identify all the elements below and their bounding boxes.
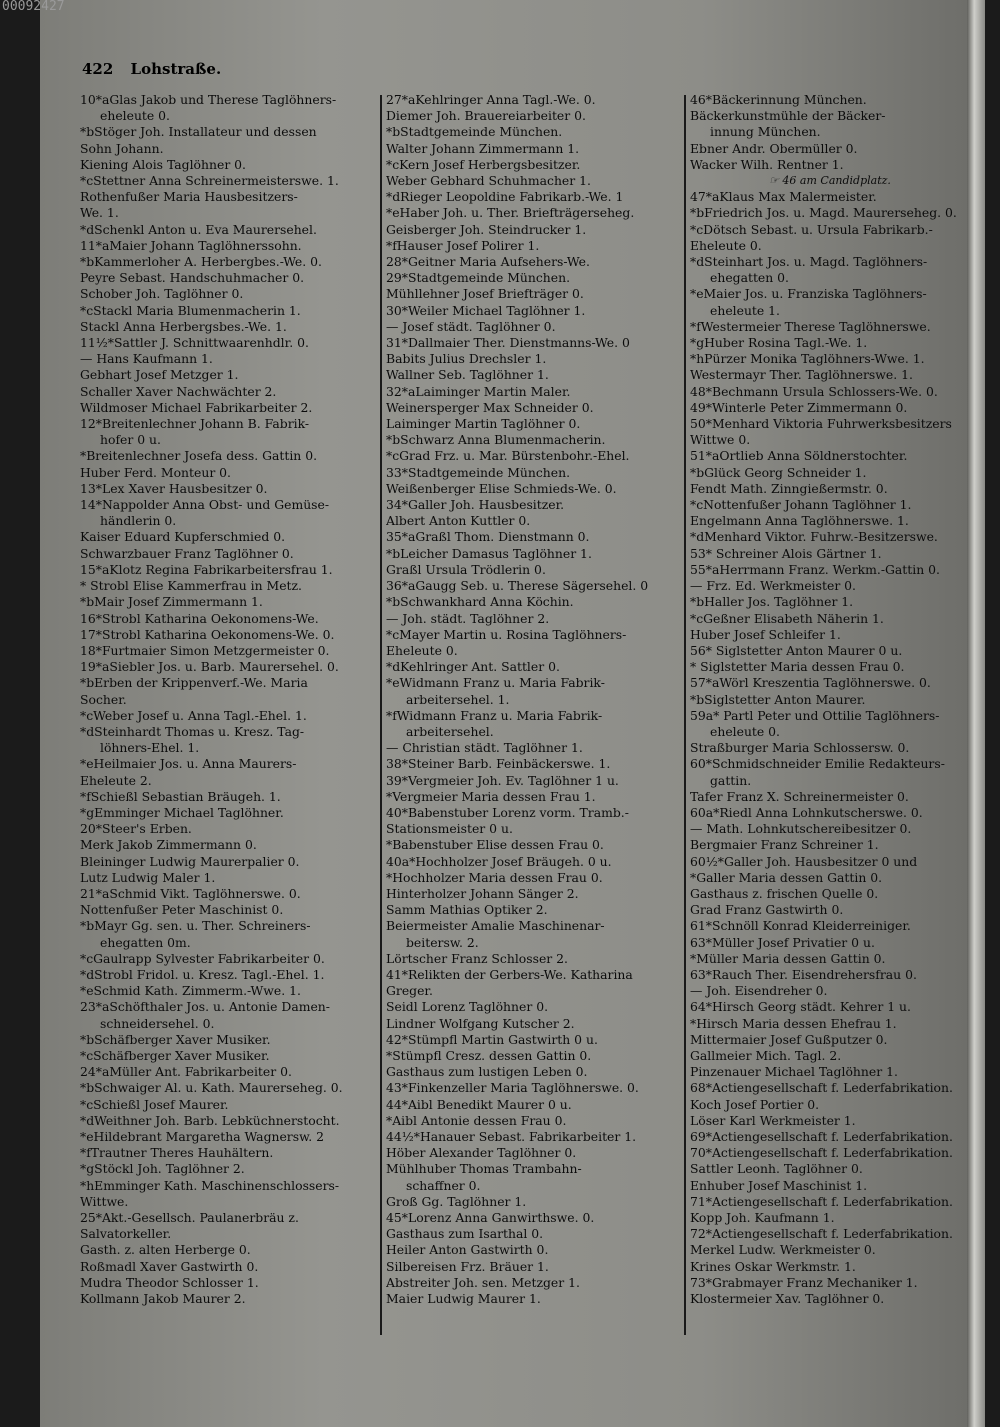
directory-entry: — Josef städt. Taglöhner 0. (386, 318, 556, 334)
directory-entry: löhners-Ehel. 1. (100, 740, 200, 756)
directory-entry: eheleute 0. (710, 723, 780, 739)
directory-entry: Bergmaier Franz Schreiner 1. (690, 837, 879, 853)
directory-entry: Greger. (386, 983, 433, 999)
directory-entry: *eMaier Jos. u. Franziska Taglöhners- (690, 286, 927, 302)
directory-entry: Bäckerkunstmühle der Bäcker- (690, 108, 886, 124)
directory-entry: 17*Strobl Katharina Oekonomens-We. 0. (80, 626, 335, 642)
directory-entry: *gHuber Rosina Tagl.-We. 1. (690, 335, 868, 351)
directory-entry: 39*Vergmeier Joh. Ev. Taglöhner 1 u. (386, 772, 619, 788)
directory-entry: Straßburger Maria Schlossersw. 0. (690, 740, 910, 756)
directory-entry: *gEmminger Michael Taglöhner. (80, 804, 284, 820)
directory-entry: 70*Actiengesellschaft f. Lederfabrikation. (690, 1145, 953, 1161)
directory-entry: Eheleute 0. (690, 237, 762, 253)
directory-entry: Merk Jakob Zimmermann 0. (80, 837, 257, 853)
directory-entry: 44*Aibl Benedikt Maurer 0 u. (386, 1096, 572, 1112)
directory-entry: Koch Josef Portier 0. (690, 1096, 820, 1112)
directory-entry: *fTrautner Theres Hauhältern. (80, 1145, 274, 1161)
directory-entry: — Math. Lohnkutschereibesitzer 0. (690, 821, 912, 837)
directory-entry: beitersw. 2. (406, 934, 479, 950)
directory-entry: * Siglstetter Maria dessen Frau 0. (690, 659, 905, 675)
directory-entry: Walter Johann Zimmermann 1. (386, 140, 580, 156)
scan-id: 00092427 (2, 0, 65, 14)
directory-entry: *dSchenkl Anton u. Eva Maurersehel. (80, 221, 317, 237)
directory-entry: *bSchwarz Anna Blumenmacherin. (386, 432, 606, 448)
directory-entry: *bStadtgemeinde München. (386, 124, 563, 140)
directory-entry: Samm Mathias Optiker 2. (386, 902, 548, 918)
directory-entry: *Hirsch Maria dessen Ehefrau 1. (690, 1015, 897, 1031)
directory-entry: 63*Müller Josef Privatier 0 u. (690, 934, 875, 950)
directory-entry: *bSchäfberger Xaver Musiker. (80, 1031, 271, 1047)
column-3 (690, 92, 970, 1307)
directory-entry: *Breitenlechner Josefa dess. Gattin 0. (80, 448, 318, 464)
directory-entry: 20*Steer's Erben. (80, 821, 192, 837)
directory-entry: 21*aSchmid Vikt. Taglöhnerswe. 0. (80, 885, 301, 901)
directory-entry: Kopp Joh. Kaufmann 1. (690, 1210, 835, 1226)
directory-entry: 56* Siglstetter Anton Maurer 0 u. (690, 642, 903, 658)
directory-entry: Sattler Leonh. Taglöhner 0. (690, 1161, 863, 1177)
directory-entry: 29*Stadtgemeinde München. (386, 270, 571, 286)
directory-entry: 68*Actiengesellschaft f. Lederfabrikation. (690, 1080, 953, 1096)
directory-entry: 46*Bäckerinnung München. (690, 92, 867, 107)
directory-entry: schaffner 0. (406, 1177, 481, 1193)
directory-entry: Mühllehner Josef Briefträger 0. (386, 286, 584, 302)
directory-entry: 43*Finkenzeller Maria Taglöhnerswe. 0. (386, 1080, 639, 1096)
directory-entry: 36*aGaugg Seb. u. Therese Sägersehel. 0 (386, 578, 649, 594)
directory-entry: Groß Gg. Taglöhner 1. (386, 1193, 527, 1209)
directory-entry: 51*aOrtlieb Anna Söldnerstochter. (690, 448, 908, 464)
directory-entry: 49*Winterle Peter Zimmermann 0. (690, 399, 908, 415)
page-header (82, 60, 233, 78)
directory-entry: Wacker Wilh. Rentner 1. (690, 156, 844, 172)
directory-entry: 61*Schnöll Konrad Kleiderreiniger. (690, 918, 911, 934)
directory-entry: Mittermaier Josef Gußputzer 0. (690, 1031, 888, 1047)
directory-entry: *hPürzer Monika Taglöhners-Wwe. 1. (690, 351, 925, 367)
directory-entry: händlerin 0. (100, 513, 177, 529)
directory-entry: *bGlück Georg Schneider 1. (690, 464, 867, 480)
directory-entry: 25*Akt.-Gesellsch. Paulanerbräu z. (80, 1210, 299, 1226)
directory-entry: *gStöckl Joh. Taglöhner 2. (80, 1161, 245, 1177)
directory-entry: Eheleute 0. (386, 642, 458, 658)
directory-entry: Tafer Franz X. Schreinermeister 0. (690, 788, 909, 804)
directory-entry: Schober Joh. Taglöhner 0. (80, 286, 244, 302)
directory-entry: 19*aSiebler Jos. u. Barb. Maurersehel. 0. (80, 659, 339, 675)
directory-entry: *bMayr Gg. sen. u. Ther. Schreiners- (80, 918, 311, 934)
directory-entry: *bSiglstetter Anton Maurer. (690, 691, 866, 707)
directory-entry: Salvatorkeller. (80, 1226, 172, 1242)
directory-entry: Kaiser Eduard Kupferschmied 0. (80, 529, 286, 545)
directory-entry: Weinersperger Max Schneider 0. (386, 399, 594, 415)
directory-entry: Socher. (80, 691, 127, 707)
directory-entry: Mudra Theodor Schlosser 1. (80, 1274, 259, 1290)
directory-entry: Pinzenauer Michael Taglöhner 1. (690, 1064, 898, 1080)
directory-entry: 27*aKehlringer Anna Tagl.-We. 0. (386, 92, 596, 107)
directory-entry: Babits Julius Drechsler 1. (386, 351, 547, 367)
directory-entry: Lutz Ludwig Maler 1. (80, 869, 216, 885)
page-number: 422 (82, 60, 114, 78)
directory-entry: 42*Stümpfl Martin Gastwirth 0 u. (386, 1031, 598, 1047)
directory-entry: 10*aGlas Jakob und Therese Taglöhners- (80, 92, 337, 107)
directory-entry: 32*aLaiminger Martin Maler. (386, 383, 571, 399)
directory-entry: Engelmann Anna Taglöhnerswe. 1. (690, 513, 909, 529)
directory-entry: *dSteinhardt Thomas u. Kresz. Tag- (80, 723, 305, 739)
directory-entry: Abstreiter Joh. sen. Metzger 1. (386, 1274, 580, 1290)
directory-entry: 34*Galler Joh. Hausbesitzer. (386, 497, 565, 513)
directory-entry: 23*aSchöfthaler Jos. u. Antonie Damen- (80, 999, 330, 1015)
directory-entry: Kollmann Jakob Maurer 2. (80, 1291, 246, 1307)
directory-entry: 40a*Hochholzer Josef Bräugeh. 0 u. (386, 853, 612, 869)
directory-entry: Diemer Joh. Brauereiarbeiter 0. (386, 108, 586, 124)
directory-entry: *cStettner Anna Schreinermeisterswe. 1. (80, 173, 339, 189)
directory-entry: 31*Dallmaier Ther. Dienstmanns-We. 0 (386, 335, 630, 351)
directory-entry: 71*Actiengesellschaft f. Lederfabrikation. (690, 1193, 953, 1209)
directory-entry: Laiminger Martin Taglöhner 0. (386, 416, 581, 432)
directory-entry: hofer 0 u. (100, 432, 161, 448)
directory-entry: Mühlhuber Thomas Trambahn- (386, 1161, 582, 1177)
directory-entry: Schaller Xaver Nachwächter 2. (80, 383, 277, 399)
directory-entry: *hEmminger Kath. Maschinenschlossers- (80, 1177, 340, 1193)
directory-entry: * Strobl Elise Kammerfrau in Metz. (80, 578, 302, 594)
directory-entry: — Hans Kaufmann 1. (80, 351, 213, 367)
directory-entry: *Vergmeier Maria dessen Frau 1. (386, 788, 596, 804)
directory-entry: *dKehlringer Ant. Sattler 0. (386, 659, 560, 675)
directory-entry: Weißenberger Elise Schmieds-We. 0. (386, 480, 617, 496)
directory-entry: *cGrad Frz. u. Mar. Bürstenbohr.-Ehel. (386, 448, 630, 464)
directory-entry: *Aibl Antonie dessen Frau 0. (386, 1112, 567, 1128)
directory-entry: *fWestermeier Therese Taglöhnerswe. (690, 318, 931, 334)
directory-entry: 60½*Galler Joh. Hausbesitzer 0 und (690, 853, 918, 869)
directory-entry: *bStöger Joh. Installateur und dessen (80, 124, 317, 140)
directory-entry: Gasthaus zum lustigen Leben 0. (386, 1064, 588, 1080)
directory-entry: *dSteinhart Jos. u. Magd. Taglöhners- (690, 254, 928, 270)
directory-entry: 64*Hirsch Georg städt. Kehrer 1 u. (690, 999, 911, 1015)
directory-entry: 50*Menhard Viktoria Fuhrwerksbesitzers (690, 416, 952, 432)
directory-entry: 33*Stadtgemeinde München. (386, 464, 571, 480)
directory-entry: *fHauser Josef Polirer 1. (386, 237, 540, 253)
directory-entry: Graßl Ursula Trödlerin 0. (386, 561, 546, 577)
directory-entry: eheleute 1. (710, 302, 780, 318)
directory-entry: Höber Alexander Taglöhner 0. (386, 1145, 577, 1161)
directory-entry: 55*aHerrmann Franz. Werkm.-Gattin 0. (690, 561, 940, 577)
directory-entry: 16*Strobl Katharina Oekonomens-We. (80, 610, 319, 626)
directory-entry: *cGaulrapp Sylvester Fabrikarbeiter 0. (80, 950, 325, 966)
directory-entry: 69*Actiengesellschaft f. Lederfabrikation. (690, 1129, 953, 1144)
directory-entry: 35*aGraßl Thom. Dienstmann 0. (386, 529, 590, 545)
directory-entry: Maier Ludwig Maurer 1. (386, 1291, 541, 1307)
directory-entry: 48*Bechmann Ursula Schlossers-We. 0. (690, 383, 938, 399)
directory-entry: *cStackl Maria Blumenmacherin 1. (80, 302, 301, 318)
directory-entry: 63*Rauch Ther. Eisendrehersfrau 0. (690, 966, 917, 982)
directory-entry: 24*aMüller Ant. Fabrikarbeiter 0. (80, 1064, 292, 1080)
directory-entry: *eHildebrant Margaretha Wagnersw. 2 (80, 1129, 324, 1144)
directory-entry: Eheleute 2. (80, 772, 152, 788)
directory-entry: 12*Breitenlechner Johann B. Fabrik- (80, 416, 310, 432)
directory-entry: 53* Schreiner Alois Gärtner 1. (690, 545, 882, 561)
directory-entry: *dRieger Leopoldine Fabrikarb.-We. 1 (386, 189, 624, 205)
directory-entry: *cDötsch Sebast. u. Ursula Fabrikarb.- (690, 221, 933, 237)
directory-entry: 13*Lex Xaver Hausbesitzer 0. (80, 480, 268, 496)
directory-entry: *eHeilmaier Jos. u. Anna Maurers- (80, 756, 297, 772)
directory-entry: Wallner Seb. Taglöhner 1. (386, 367, 549, 383)
directory-entry: schneidersehel. 0. (100, 1015, 215, 1031)
directory-entry: Merkel Ludw. Werkmeister 0. (690, 1242, 876, 1258)
directory-entry: *cNottenfußer Johann Taglöhner 1. (690, 497, 912, 513)
directory-entry: Klostermeier Xav. Taglöhner 0. (690, 1291, 885, 1307)
directory-entry: 60a*Riedl Anna Lohnkutscherswe. 0. (690, 804, 923, 820)
directory-page (40, 0, 985, 1427)
directory-entry: *cSchäfberger Xaver Musiker. (80, 1047, 270, 1063)
directory-entry: 59a* Partl Peter und Ottilie Taglöhners- (690, 707, 940, 723)
column-1 (80, 92, 376, 1307)
directory-entry: *fWidmann Franz u. Maria Fabrik- (386, 707, 603, 723)
directory-entry: Krines Oskar Werkmstr. 1. (690, 1258, 856, 1274)
directory-entry: *eSchmid Kath. Zimmerm.-Wwe. 1. (80, 983, 301, 999)
directory-entry: Geisberger Joh. Steindrucker 1. (386, 221, 587, 237)
directory-entry: innung München. (710, 124, 821, 140)
directory-entry: 72*Actiengesellschaft f. Lederfabrikation. (690, 1226, 953, 1242)
directory-entry: *fSchießl Sebastian Bräugeh. 1. (80, 788, 281, 804)
directory-entry: Bleininger Ludwig Maurerpalier 0. (80, 853, 300, 869)
directory-entry: 28*Geitner Maria Aufsehers-We. (386, 254, 590, 270)
directory-entry: *cGeßner Elisabeth Näherin 1. (690, 610, 884, 626)
directory-entry: Fendt Math. Zinngießermstr. 0. (690, 480, 888, 496)
directory-entry: *cKern Josef Herbergsbesitzer. (386, 156, 581, 172)
directory-entry: 18*Furtmaier Simon Metzgermeister 0. (80, 642, 330, 658)
directory-entry: *Galler Maria dessen Gattin 0. (690, 869, 883, 885)
directory-entry: Westermayr Ther. Taglöhnerswe. 1. (690, 367, 913, 383)
directory-entry: 40*Babenstuber Lorenz vorm. Tramb.- (386, 804, 629, 820)
directory-entry: arbeitersehel. (406, 723, 494, 739)
directory-entry: Rothenfußer Maria Hausbesitzers- (80, 189, 298, 205)
directory-entry: Lindner Wolfgang Kutscher 2. (386, 1015, 575, 1031)
directory-entry: *Babenstuber Elise dessen Frau 0. (386, 837, 604, 853)
directory-entry: ☞ 46 am Candidplatz. (769, 174, 891, 188)
directory-entry: Gebhart Josef Metzger 1. (80, 367, 239, 383)
directory-entry: 45*Lorenz Anna Ganwirthswe. 0. (386, 1210, 595, 1226)
directory-entry: *bMair Josef Zimmermann 1. (80, 594, 263, 610)
directory-entry: *cMayer Martin u. Rosina Taglöhners- (386, 626, 627, 642)
directory-entry: *cSchießl Josef Maurer. (80, 1096, 229, 1112)
directory-entry: *Hochholzer Maria dessen Frau 0. (386, 869, 603, 885)
directory-entry: *bKammerloher A. Herbergbes.-We. 0. (80, 254, 322, 270)
column-2 (386, 92, 688, 1307)
directory-entry: 11½*Sattler J. Schnittwaarenhdlr. 0. (80, 335, 309, 351)
directory-entry: Grad Franz Gastwirth 0. (690, 902, 844, 918)
directory-entry: Stationsmeister 0 u. (386, 821, 513, 837)
directory-entry: — Frz. Ed. Werkmeister 0. (690, 578, 856, 594)
directory-entry: Huber Josef Schleifer 1. (690, 626, 841, 642)
directory-entry: We. 1. (80, 205, 119, 221)
directory-entry: Lörtscher Franz Schlosser 2. (386, 950, 568, 966)
directory-entry: Stackl Anna Herbergsbes.-We. 1. (80, 318, 287, 334)
directory-entry: Seidl Lorenz Taglöhner 0. (386, 999, 549, 1015)
directory-entry: *dStrobl Fridol. u. Kresz. Tagl.-Ehel. 1. (80, 966, 325, 982)
directory-entry: 44½*Hanauer Sebast. Fabrikarbeiter 1. (386, 1129, 637, 1144)
directory-entry: 41*Relikten der Gerbers-We. Katharina (386, 966, 633, 982)
directory-entry: *bHaller Jos. Taglöhner 1. (690, 594, 854, 610)
directory-entry: Gasth. z. alten Herberge 0. (80, 1242, 251, 1258)
directory-entry: *dWeithner Joh. Barb. Lebküchnerstocht. (80, 1112, 340, 1128)
directory-entry: Löser Karl Werkmeister 1. (690, 1112, 856, 1128)
directory-entry: *bLeicher Damasus Taglöhner 1. (386, 545, 592, 561)
directory-entry: 38*Steiner Barb. Feinbäckerswe. 1. (386, 756, 611, 772)
directory-entry: Schwarzbauer Franz Taglöhner 0. (80, 545, 294, 561)
directory-entry: Silbereisen Frz. Bräuer 1. (386, 1258, 549, 1274)
directory-entry: Ebner Andr. Obermüller 0. (690, 140, 858, 156)
directory-entry: Peyre Sebast. Handschuhmacher 0. (80, 270, 305, 286)
directory-entry: Gasthaus z. frischen Quelle 0. (690, 885, 879, 901)
directory-entry: Roßmadl Xaver Gastwirth 0. (80, 1258, 259, 1274)
directory-entry: — Joh. städt. Taglöhner 2. (386, 610, 550, 626)
directory-entry: eheleute 0. (100, 108, 170, 124)
street-title: Lohstraße. (130, 60, 222, 78)
directory-entry: 60*Schmidschneider Emilie Redakteurs- (690, 756, 945, 772)
directory-entry: Wildmoser Michael Fabrikarbeiter 2. (80, 399, 313, 415)
directory-entry: *cWeber Josef u. Anna Tagl.-Ehel. 1. (80, 707, 307, 723)
directory-entry: Gallmeier Mich. Tagl. 2. (690, 1047, 842, 1063)
directory-entry: Hinterholzer Johann Sänger 2. (386, 885, 579, 901)
directory-entry: *eWidmann Franz u. Maria Fabrik- (386, 675, 605, 691)
directory-entry: 73*Grabmayer Franz Mechaniker 1. (690, 1274, 918, 1290)
directory-entry: Gasthaus zum Isarthal 0. (386, 1226, 544, 1242)
directory-entry: 47*aKlaus Max Malermeister. (690, 189, 877, 205)
directory-entry: gattin. (710, 772, 752, 788)
directory-entry: 57*aWörl Kreszentia Taglöhnerswe. 0. (690, 675, 931, 691)
directory-entry: ehegatten 0. (710, 270, 789, 286)
directory-entry: Sohn Johann. (80, 140, 164, 156)
directory-entry: 14*Nappolder Anna Obst- und Gemüse- (80, 497, 330, 513)
directory-entry: Weber Gebhard Schuhmacher 1. (386, 173, 591, 189)
directory-entry: Kiening Alois Taglöhner 0. (80, 156, 246, 172)
directory-entry: Nottenfußer Peter Maschinist 0. (80, 902, 284, 918)
directory-entry: 30*Weiler Michael Taglöhner 1. (386, 302, 586, 318)
directory-entry: *dMenhard Viktor. Fuhrw.-Besitzerswe. (690, 529, 938, 545)
directory-entry: *bFriedrich Jos. u. Magd. Maurerseheg. 0. (690, 205, 957, 221)
directory-entry: ehegatten 0m. (100, 934, 191, 950)
directory-entry: Beiermeister Amalie Maschinenar- (386, 918, 605, 934)
directory-entry: *Stümpfl Cresz. dessen Gattin 0. (386, 1047, 592, 1063)
directory-entry: — Joh. Eisendreher 0. (690, 983, 828, 999)
directory-entry: Heiler Anton Gastwirth 0. (386, 1242, 549, 1258)
directory-entry: *Müller Maria dessen Gattin 0. (690, 950, 886, 966)
directory-entry: Albert Anton Kuttler 0. (386, 513, 531, 529)
directory-entry: *bSchwaiger Al. u. Kath. Maurerseheg. 0. (80, 1080, 343, 1096)
directory-entry: *eHaber Joh. u. Ther. Briefträgerseheg. (386, 205, 635, 221)
directory-entry: *bSchwankhard Anna Köchin. (386, 594, 574, 610)
column-divider (380, 95, 382, 1335)
directory-entry: Wittwe 0. (690, 432, 751, 448)
directory-entry: Enhuber Josef Maschinist 1. (690, 1177, 868, 1193)
directory-entry: *bErben der Krippenverf.-We. Maria (80, 675, 308, 691)
directory-entry: — Christian städt. Taglöhner 1. (386, 740, 583, 756)
directory-entry: Huber Ferd. Monteur 0. (80, 464, 231, 480)
directory-entry: 15*aKlotz Regina Fabrikarbeitersfrau 1. (80, 561, 333, 577)
directory-entry: 11*aMaier Johann Taglöhnerssohn. (80, 237, 302, 253)
directory-entry: Wittwe. (80, 1193, 129, 1209)
directory-entry: arbeitersehel. 1. (406, 691, 510, 707)
